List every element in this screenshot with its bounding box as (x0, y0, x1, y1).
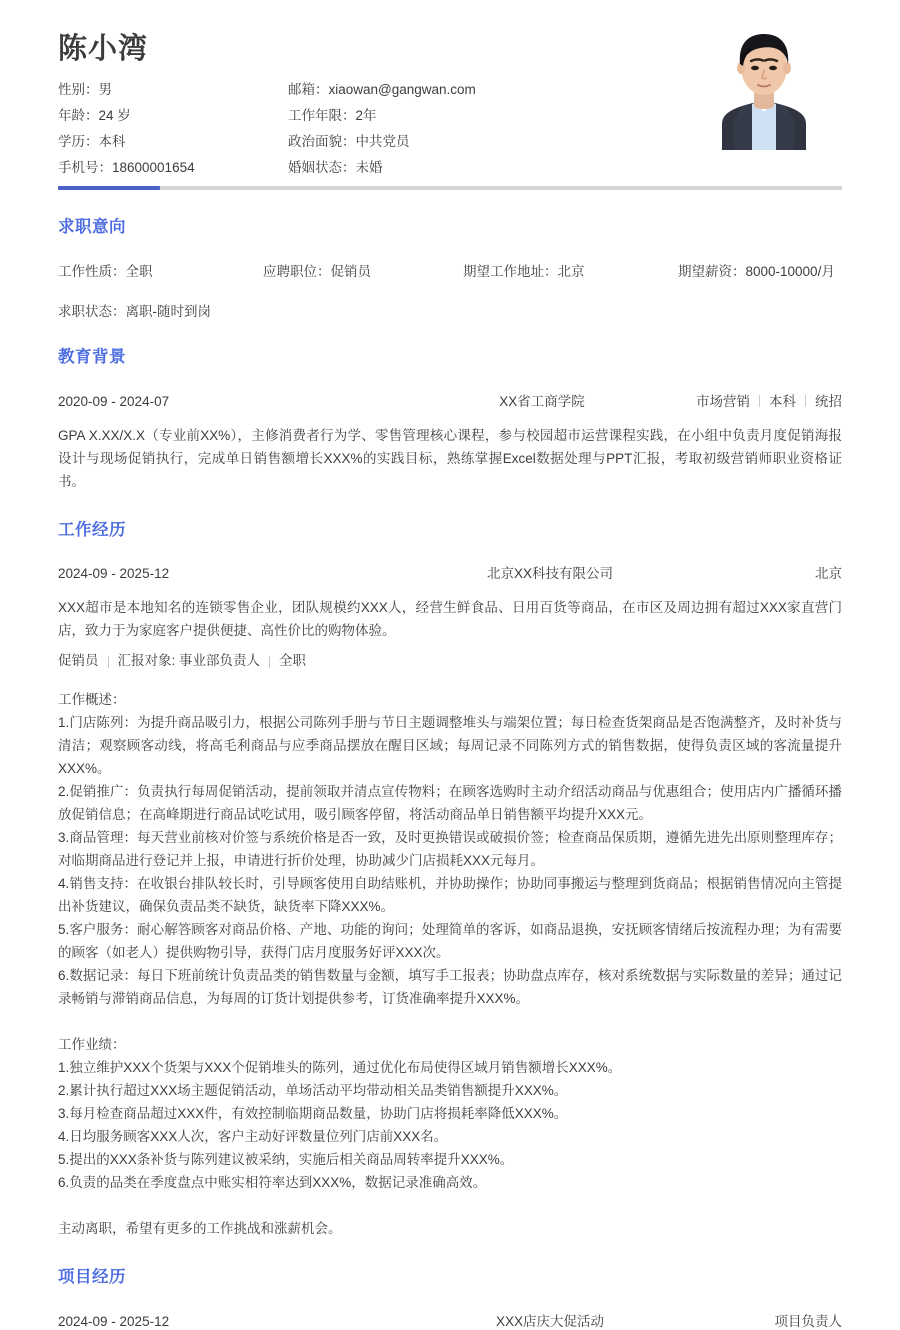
job-intent-row-1 (58, 260, 842, 280)
intent-location (463, 260, 678, 280)
info-marital (288, 159, 842, 176)
intent-position-value: 促销员 (330, 263, 371, 279)
info-phone-label: 手机号： (58, 159, 112, 175)
info-phone (58, 159, 288, 176)
tag-separator-icon (759, 395, 760, 407)
intent-job-type (58, 260, 263, 280)
intent-salary-value: 8000-10000/月 (745, 263, 835, 279)
info-political-label: 政治面貌： (288, 133, 356, 149)
project-name: XXX店庆大促活动 (495, 1314, 604, 1330)
work-entry-row (58, 562, 842, 582)
intent-position (263, 260, 463, 280)
work-employment-type: 全职 (279, 653, 307, 669)
work-overview-item: 2.促销推广：负责执行每周促销活动，提前领取并清点宣传物料；在顾客选购时主动介绍活动商品与优惠组合；使用店内广播循环播放促销信息；在高峰期进行商品试吃试用，吸引顾客停留，将活动商品单日销售额平均提升XXX元。 (58, 784, 842, 823)
intent-job-type-value: 全职 (125, 263, 153, 279)
job-intent-row-2 (58, 300, 842, 320)
project-date: 2024-09 - 2025-12 (58, 1314, 170, 1330)
section-title-project-experience: 项目经历 (58, 1268, 126, 1287)
work-date: 2024-09 - 2025-12 (58, 566, 170, 582)
education-school: XX省工商学院 (499, 393, 585, 409)
work-location: 北京 (815, 566, 842, 582)
section-job-intent (58, 218, 842, 320)
info-marital-value: 未婚 (355, 159, 383, 175)
section-title-education: 教育背景 (58, 347, 126, 366)
info-education (58, 133, 288, 150)
info-political-value: 中共党员 (355, 133, 410, 149)
intent-salary-label: 期望薪资： (678, 263, 746, 279)
info-experience-value: 2年 (355, 107, 377, 123)
work-overview-item: 3.商品管理：每天营业前核对价签与系统价格是否一致，及时更换错误或破损价签；检查商品保质期，遵循先进先出原则整理库存；对临期商品进行登记并上报，申请进行折价处理，协助减少门店损耗XXX元每月。 (58, 830, 842, 869)
education-tag-degree: 本科 (769, 393, 796, 409)
work-leave-reason-block (58, 1217, 842, 1240)
info-email-label: 邮箱： (288, 81, 329, 97)
intent-job-type-label: 工作性质： (58, 263, 126, 279)
portrait-photo-icon (704, 20, 824, 150)
intent-location-value: 北京 (557, 263, 585, 279)
section-work-experience (58, 521, 842, 1241)
info-marital-label: 婚姻状态： (288, 159, 356, 175)
intent-status (58, 300, 263, 320)
tag-separator-icon (805, 395, 806, 407)
project-role: 项目负责人 (774, 1314, 842, 1330)
section-title-work-experience: 工作经历 (58, 520, 126, 539)
work-overview-title: 工作概述： (58, 692, 126, 708)
intent-status-label: 求职状态： (58, 303, 126, 319)
section-title-job-intent: 求职意向 (58, 218, 126, 236)
section-project-experience (58, 1268, 842, 1330)
section-education (58, 348, 842, 493)
education-entry-row (58, 390, 842, 410)
block-spacer (58, 1010, 842, 1033)
work-overview-item: 5.客户服务：耐心解答顾客对商品价格、产地、功能的询问；处理简单的客诉，如商品退换，安抚顾客情绪后按流程办理；为有需要的顾客（如老人）提供购物引导，获得门店月度服务好评XXX次。 (58, 922, 842, 961)
block-spacer (58, 1194, 842, 1217)
info-age (58, 107, 288, 124)
work-achievement-item: 6.负责的品类在季度盘点中账实相符率达到XXX%，数据记录准确高效。 (58, 1175, 487, 1191)
education-tag-major: 市场营销 (696, 393, 750, 409)
work-achievement-item: 1.独立维护XXX个货架与XXX个促销堆头的陈列，通过优化布局使得区域月销售额增长XXX%。 (58, 1060, 622, 1076)
info-education-value: 本科 (98, 133, 126, 149)
intent-salary (678, 260, 835, 280)
work-company: 北京XX科技有限公司 (486, 566, 613, 582)
work-achievement-item: 2.累计执行超过XXX场主题促销活动，单场活动平均带动相关品类销售额提升XXX%。 (58, 1083, 568, 1099)
work-role-tags (58, 652, 842, 670)
work-report-to: 汇报对象: 事业部负责人 (117, 653, 261, 669)
intent-position-label: 应聘职位： (263, 263, 331, 279)
work-achievement-item: 5.提出的XXX条补货与陈列建议被采纳，实施后相关商品周转率提升XXX%。 (58, 1152, 514, 1168)
info-gender-value: 男 (98, 81, 112, 97)
education-tag-admission: 统招 (815, 393, 842, 409)
info-gender-label: 性别： (58, 81, 99, 97)
candidate-name: 陈小湾 (58, 33, 149, 65)
work-overview-item: 6.数据记录：每日下班前统计负责品类的销售数量与金额，填写手工报表；协助盘点库存，核对系统数据与实际数量的差异；通过记录畅销与滞销商品信息，为每周的订货计划提供参考，订货准确率提升XXX%。 (58, 968, 842, 1007)
work-achievements-block (58, 1033, 842, 1194)
work-company-intro: XXX超市是本地知名的连锁零售企业，团队规模约XXX人，经营生鲜食品、日用百货等商品，在市区及周边拥有超过XXX家直营门店，致力于为家庭客户提供便捷、高性价比的购物体验。 (58, 600, 842, 639)
intent-status-value: 离职-随时到岗 (125, 303, 211, 319)
work-leave-reason: 主动离职，希望有更多的工作挑战和涨薪机会。 (58, 1221, 342, 1237)
work-overview-block (58, 688, 842, 1010)
candidate-photo (704, 20, 824, 150)
project-entry-row (58, 1310, 842, 1330)
header-divider (58, 186, 842, 190)
resume-header (58, 0, 842, 175)
info-education-label: 学历： (58, 133, 99, 149)
education-tags (696, 390, 842, 410)
info-gender (58, 81, 288, 98)
work-achievement-item: 4.日均服务顾客XXX人次，客户主动好评数量位列门店前XXX名。 (58, 1129, 448, 1145)
info-experience-label: 工作年限： (288, 107, 356, 123)
tag-separator-icon (108, 656, 109, 668)
education-description: GPA X.XX/X.X（专业前XX%），主修消费者行为学、零售管理核心课程，参与校园超市运营课程实践，在小组中负责月度促销海报设计与现场促销执行，完成单日销售额增长XXX%的实践目标，熟练掌握Excel数据处理与PPT汇报，考取初级营销师职业资格证书。 (58, 427, 842, 489)
education-date: 2020-09 - 2024-07 (58, 393, 170, 409)
tag-separator-icon (269, 656, 270, 668)
work-achievement-item: 3.每月检查商品超过XXX件，有效控制临期商品数量，协助门店将损耗率降低XXX%。 (58, 1106, 568, 1122)
info-age-label: 年龄： (58, 107, 99, 123)
info-age-value: 24 岁 (98, 107, 131, 123)
work-overview-item: 1.门店陈列：为提升商品吸引力，根据公司陈列手册与节日主题调整堆头与端架位置；每日检查货架商品是否饱满整齐，及时补货与清洁；观察顾客动线，将高毛利商品与应季商品摆放在醒目区域；每周记录不同陈列方式的销售数据，使得负责区域的客流量提升XXX%。 (58, 715, 842, 777)
work-overview-item: 4.销售支持：在收银台排队较长时，引导顾客使用自助结账机，并协助操作；协助同事搬运与整理到货商品；根据销售情况向主管提出补货建议，确保负责品类不缺货，缺货率下降XXX%。 (58, 876, 842, 915)
info-email-value: xiaowan@gangwan.com (328, 81, 476, 97)
work-role-title: 促销员 (58, 653, 99, 669)
work-achievements-title: 工作业绩： (58, 1037, 126, 1053)
intent-location-label: 期望工作地址： (463, 263, 558, 279)
info-phone-value: 18600001654 (112, 159, 195, 175)
